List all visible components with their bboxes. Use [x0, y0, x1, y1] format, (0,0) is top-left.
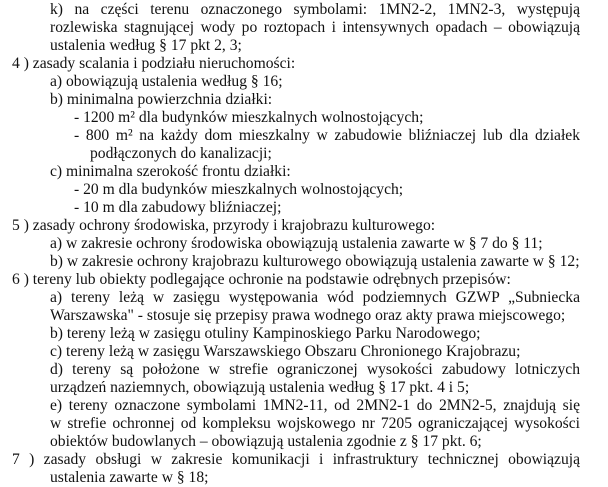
text-line: - 800 m² na każdy dom mieszkalny w zabudowie bliźniaczej lub dla działek: [74, 127, 580, 144]
text-line: Warszawska" - stosuje się przepisy prawa wodnego oraz akty prawa miejscowego;: [50, 307, 566, 324]
text-line: a) tereny leżą w zasięgu występowania wód podziemnych GZWP „Subniecka: [50, 289, 580, 306]
text-line: a) w zakresie ochrony środowiska obowiązują ustalenia zawarte w § 7 do § 11;: [50, 235, 543, 252]
text-line: obiektów budowlanych – obowiązują ustalenia zgodnie z § 17 pkt. 6;: [50, 433, 482, 450]
text-line: k) na części terenu oznaczonego symbolami: 1MN2-2, 1MN2-3, występują: [50, 1, 580, 18]
text-line: c) minimalna szerokość frontu działki:: [50, 163, 291, 180]
text-line: d) tereny są położone w strefie ograniczonej wysokości zabudowy lotniczych: [50, 361, 580, 378]
text-line: urządzeń naziemnych, obowiązują ustalenia według § 17 pkt. 4 i 5;: [50, 379, 470, 396]
text-line: ustalenia zawarte w § 18;: [50, 469, 209, 486]
section-heading: 6 ) tereny lub obiekty podlegające ochronie na podstawie odrębnych przepisów:: [12, 271, 511, 288]
text-line: - 1200 m² dla budynków mieszkalnych wolnostojących;: [74, 109, 424, 126]
section-heading: 7 ) zasady obsługi w zakresie komunikacji i infrastruktury technicznej obowiązują: [12, 451, 580, 468]
text-line: rozlewiska stagnującej wody po roztopach i intensywnych opadach – obowiązują: [50, 19, 580, 36]
text-line: c) tereny leżą w zasięgu Warszawskiego Obszaru Chronionego Krajobrazu;: [50, 343, 521, 360]
text-line: b) minimalna powierzchnia działki:: [50, 91, 273, 108]
text-line: b) tereny leżą w zasięgu otuliny Kampinoskiego Parku Narodowego;: [50, 325, 481, 342]
text-line: w strefie ochronnej od kompleksu wojskowego nr 7205 ograniczającej wysokości: [50, 415, 580, 432]
text-line: - 20 m dla budynków mieszkalnych wolnostojących;: [74, 181, 404, 198]
text-line: - 10 m dla zabudowy bliźniaczej;: [74, 199, 282, 216]
text-line: b) w zakresie ochrony krajobrazu kulturowego obowiązują ustalenia zawarte w § 12;: [50, 253, 580, 270]
section-heading: 4 ) zasady scalania i podziału nieruchomości:: [12, 55, 296, 72]
text-line: a) obowiązują ustalenia według § 16;: [50, 73, 283, 90]
text-line: e) tereny oznaczone symbolami 1MN2-11, od 2MN2-1 do 2MN2-5, znajdują się: [50, 397, 580, 414]
text-line: ustalenia według § 17 pkt 2, 3;: [50, 37, 242, 54]
text-line: podłączonych do kanalizacji;: [90, 145, 272, 162]
section-heading: 5 ) zasady ochrony środowiska, przyrody i krajobrazu kulturowego:: [12, 217, 436, 234]
